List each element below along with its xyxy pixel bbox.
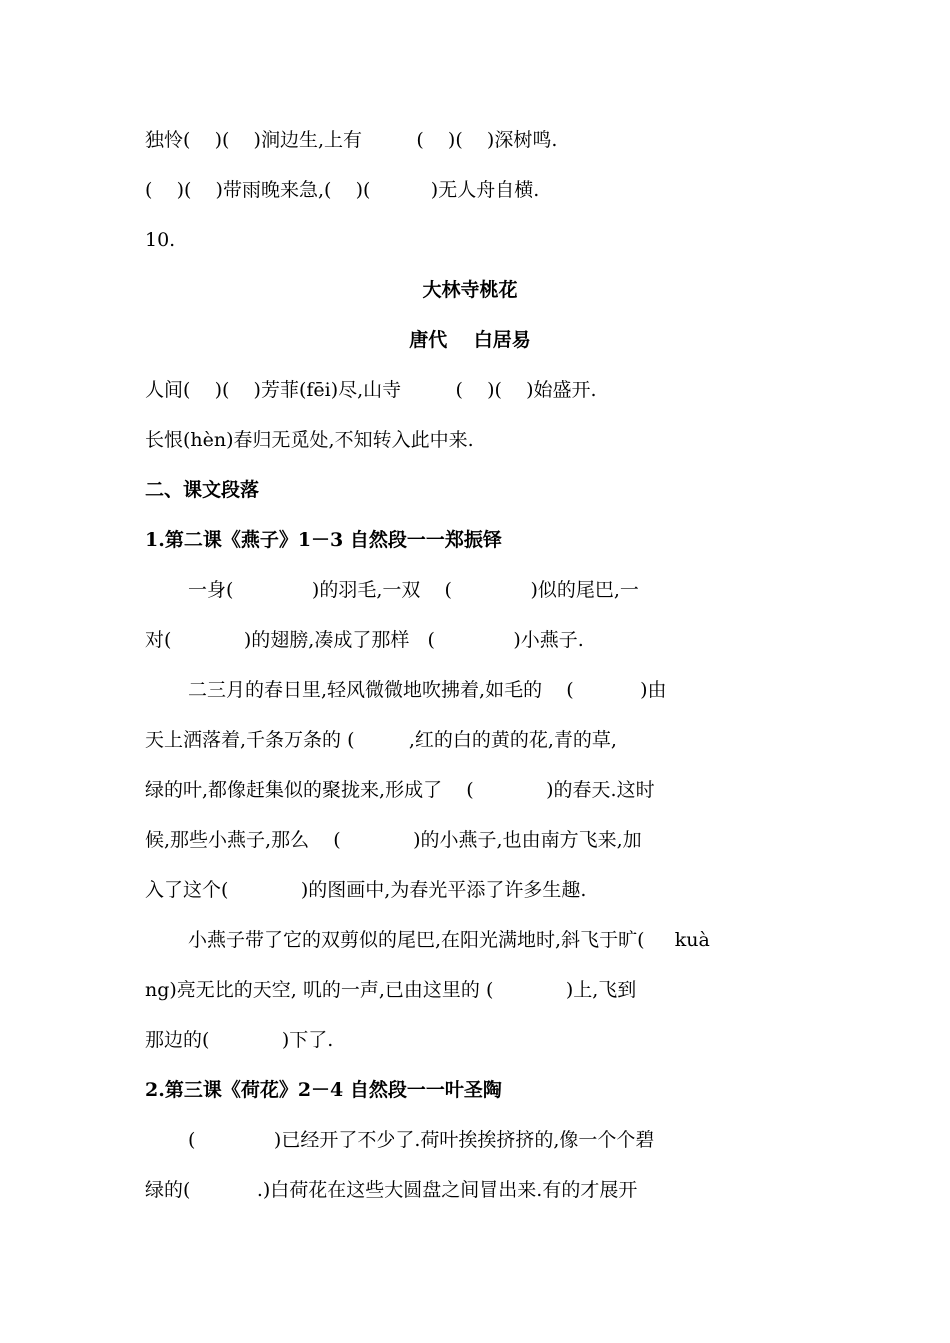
poem-title: 大林寺桃花 [422, 279, 518, 301]
paragraph-line: 那边的( )下了. [145, 1029, 334, 1051]
paragraph-line: 入了这个( )的图画中,为春光平添了许多生趣. [145, 879, 587, 901]
paragraph-line: 小燕子带了它的双剪似的尾巴,在阳光满地时,斜飞于旷( kuà [188, 929, 710, 951]
poem-line-4: 长恨(hèn)春归无觅处,不知转入此中来. [145, 429, 474, 451]
paragraph-line: 天上洒落着,千条万条的 ( ,红的白的黄的花,青的草, [145, 729, 617, 751]
paragraph-line: ( )已经开了不少了.荷叶挨挨挤挤的,像一个个碧 [188, 1129, 655, 1151]
section-heading: 二、课文段落 [145, 479, 260, 501]
poem-line-3: 人间( )( )芳菲(fēi)尽,山寺 ( )( )始盛开. [145, 379, 597, 401]
paragraph-line: 候,那些小燕子,那么 ( )的小燕子,也由南方飞来,加 [145, 829, 642, 851]
paragraph-line: ng)亮无比的天空, 叽的一声,已由这里的 ( )上,飞到 [145, 979, 637, 1001]
poem-author: 唐代 白居易 [409, 329, 531, 351]
question-number: 10. [145, 229, 176, 251]
lesson-2-heading: 2.第三课《荷花》2－4 自然段一一叶圣陶 [145, 1079, 502, 1101]
paragraph-line: 对( )的翅膀,凑成了那样 ( )小燕子. [145, 629, 584, 651]
poem-line-1: 独怜( )( )涧边生,上有 ( )( )深树鸣. [145, 129, 558, 151]
paragraph-line: 绿的叶,都像赶集似的聚拢来,形成了 ( )的春天.这时 [145, 779, 655, 801]
paragraph-line: 二三月的春日里,轻风微微地吹拂着,如毛的 ( )由 [188, 679, 667, 701]
paragraph-line: 一身( )的羽毛,一双 ( )似的尾巴,一 [188, 579, 639, 601]
poem-line-2: ( )( )带雨晚来急,( )( )无人舟自横. [145, 179, 540, 201]
paragraph-line: 绿的( .)白荷花在这些大圆盘之间冒出来.有的才展开 [145, 1179, 638, 1201]
lesson-1-heading: 1.第二课《燕子》1－3 自然段一一郑振铎 [145, 529, 502, 551]
